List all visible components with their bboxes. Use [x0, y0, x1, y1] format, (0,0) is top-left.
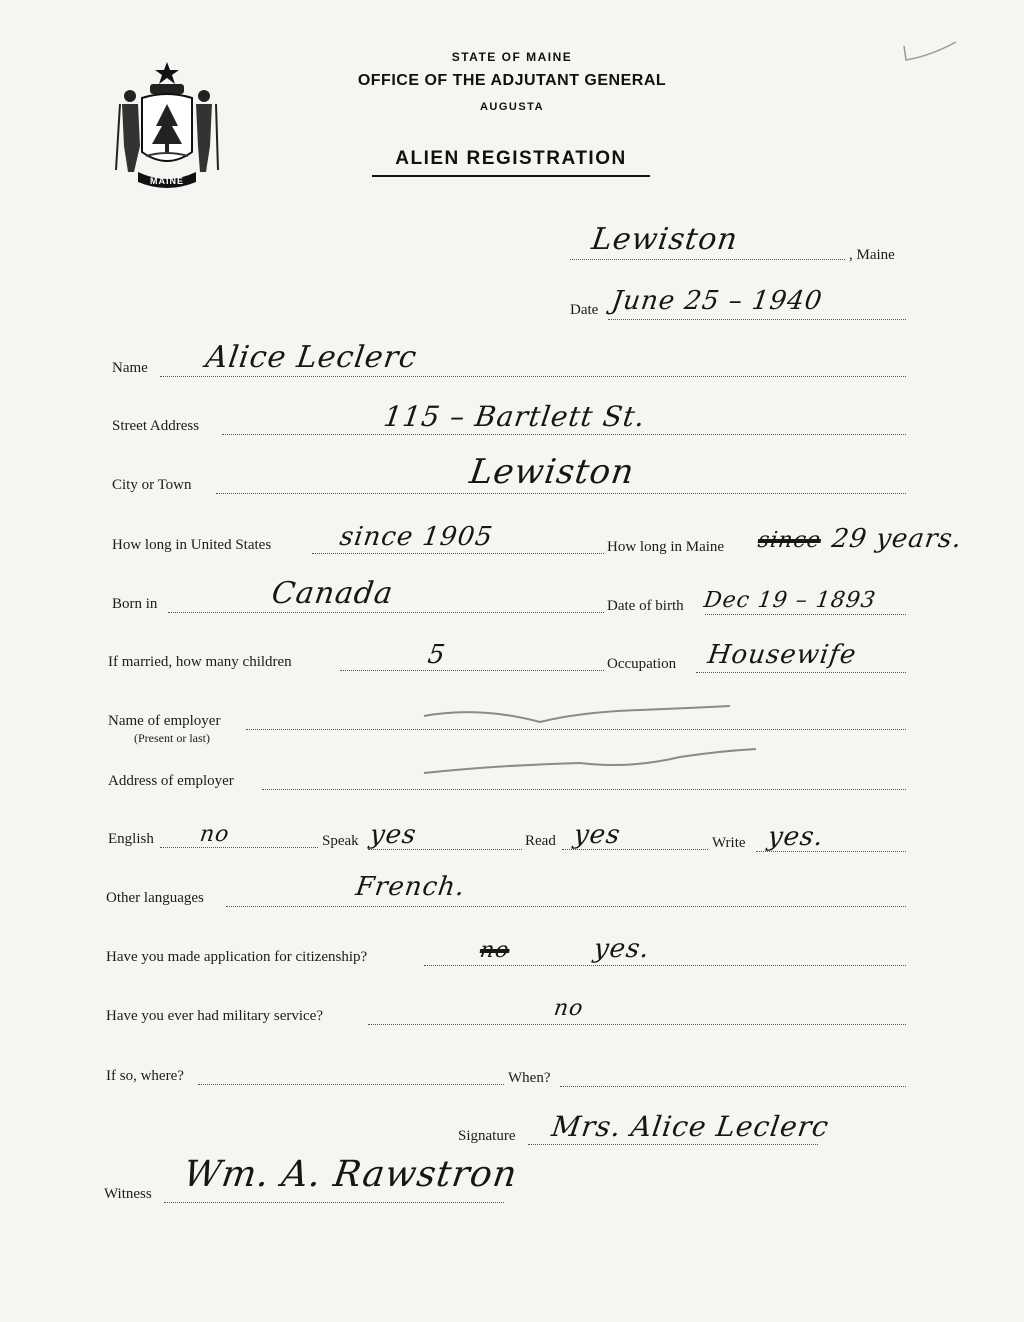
place-suffix: , Maine [849, 247, 895, 263]
city-label: City or Town [112, 477, 192, 493]
when-label: When? [508, 1070, 551, 1086]
maine-duration-label: How long in Maine [607, 539, 725, 555]
write-label: Write [712, 835, 746, 851]
city-value: Lewiston [467, 452, 637, 492]
military-label: Have you ever had military service? [106, 1008, 323, 1024]
place-line [570, 259, 845, 260]
title-underline [372, 175, 650, 177]
name-value: Alice Leclerc [203, 340, 420, 375]
children-value: 5 [425, 640, 448, 670]
read-value: yes [571, 820, 623, 850]
dob-value: Dec 19 – 1893 [702, 588, 878, 613]
street-label: Street Address [112, 418, 200, 434]
read-label: Read [525, 833, 556, 849]
header-city: AUGUSTA [479, 101, 545, 113]
english-value: no [198, 822, 232, 847]
witness-value: Wm. A. Rawstron [181, 1154, 521, 1195]
seal-banner-label: MAINE [150, 176, 184, 186]
maine-duration-value: 29 years. [829, 524, 965, 554]
witness-line [164, 1202, 504, 1203]
employer-address-line [262, 789, 906, 790]
signature-label: Signature [458, 1128, 516, 1144]
date-value: June 25 – 1940 [609, 286, 825, 316]
employer-address-label: Address of employer [108, 773, 234, 789]
born-in-line [168, 612, 604, 613]
us-duration-value: since 1905 [337, 522, 495, 552]
employer-name-label: Name of employer [108, 713, 221, 729]
citizenship-value: yes. [591, 934, 652, 964]
where-label: If so, where? [106, 1068, 184, 1084]
maine-duration-struck: since [756, 528, 823, 553]
other-languages-line [226, 906, 906, 907]
occupation-label: Occupation [607, 656, 677, 672]
street-line [222, 434, 906, 435]
children-line [340, 670, 604, 671]
speak-label: Speak [322, 833, 359, 849]
place-value: Lewiston [589, 222, 741, 257]
citizenship-label: Have you made application for citizenship? [106, 949, 368, 965]
speak-value: yes [367, 820, 419, 850]
witness-label: Witness [104, 1186, 152, 1202]
occupation-value: Housewife [705, 640, 859, 670]
citizenship-line [424, 965, 906, 966]
date-line [608, 319, 906, 320]
occupation-line [696, 672, 906, 673]
header-state: STATE OF MAINE [451, 50, 573, 64]
when-line [560, 1086, 906, 1087]
born-in-label: Born in [112, 596, 158, 612]
name-line [160, 376, 906, 377]
citizenship-struck: no [478, 938, 512, 963]
where-line [198, 1084, 504, 1085]
employer-address-dash-icon [420, 745, 760, 779]
header-office: OFFICE OF THE ADJUTANT GENERAL [357, 72, 667, 89]
military-value: no [552, 996, 586, 1021]
city-line [216, 493, 906, 494]
military-line [368, 1024, 906, 1025]
other-languages-label: Other languages [106, 890, 204, 906]
born-in-value: Canada [269, 576, 396, 611]
employer-name-dash-icon [420, 700, 740, 734]
date-label: Date [570, 302, 599, 318]
signature-line [528, 1144, 818, 1145]
dob-label: Date of birth [607, 598, 684, 614]
write-value: yes. [765, 822, 826, 852]
us-duration-line [312, 553, 604, 554]
signature-value: Mrs. Alice Leclerc [549, 1110, 832, 1143]
street-value: 115 – Bartlett St. [381, 400, 648, 433]
children-label: If married, how many children [108, 654, 292, 670]
us-duration-label: How long in United States [112, 537, 272, 553]
name-label: Name [112, 360, 148, 376]
other-languages-value: French. [353, 872, 468, 902]
form-title: ALIEN REGISTRATION [395, 148, 627, 169]
english-line [160, 847, 318, 848]
dob-line [705, 614, 906, 615]
english-label: English [108, 831, 154, 847]
employer-name-sublabel: (Present or last) [134, 731, 210, 745]
